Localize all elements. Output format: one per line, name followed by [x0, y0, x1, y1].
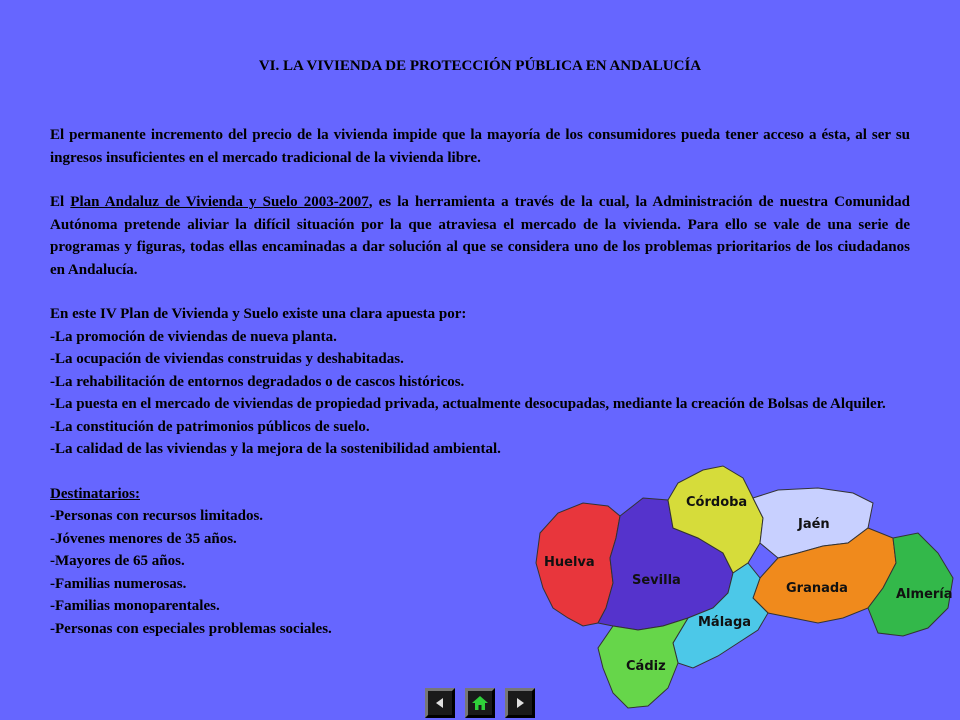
apuesta-item: -La constitución de patrimonios públicos de suelo. — [50, 418, 370, 435]
plan-suffix: , es la herramienta a través de la cual, la Administración de nuestra Comunidad Autónoma pretende aliviar la difícil situación por la que atraviesa el mercado de la vivienda. Para ello se vale de una serie de programas y figuras, todas ellas encaminadas a dar solución al que se considera uno de los problemas prioritarios de los ciudadanos en Andalucía. — [50, 194, 910, 278]
destinatarios-heading: Destinatarios: — [50, 485, 140, 502]
label-cadiz: Cádiz — [626, 659, 666, 674]
apuesta-item: -La puesta en el mercado de viviendas de propiedad privada, actualmente desocupadas, mediante la creación de Bolsas de Alquiler. — [50, 396, 886, 412]
apuesta-item: -La promoción de viviendas de nueva planta. — [50, 328, 337, 345]
label-cordoba: Córdoba — [686, 495, 748, 510]
destinatario-item: -Familias numerosas. — [50, 575, 187, 592]
next-arrow-icon — [513, 696, 527, 710]
label-huelva: Huelva — [544, 555, 595, 570]
apuesta-item: -La ocupación de viviendas construidas y deshabitadas. — [50, 351, 404, 367]
previous-arrow-icon — [433, 696, 447, 710]
previous-button[interactable] — [425, 688, 455, 718]
label-sevilla: Sevilla — [632, 573, 681, 588]
plan-prefix: El — [50, 194, 71, 210]
label-almeria: Almería — [896, 587, 953, 602]
home-button[interactable] — [465, 688, 495, 718]
destinatario-item: -Personas con recursos limitados. — [50, 508, 264, 524]
label-granada: Granada — [786, 581, 848, 596]
apuesta-item: -La rehabilitación de entornos degradados o de cascos históricos. — [50, 373, 465, 390]
destinatario-item: -Personas con especiales problemas sociales. — [50, 620, 332, 637]
next-button[interactable] — [505, 688, 535, 718]
andalucia-map — [528, 458, 960, 720]
plan-link[interactable]: Plan Andaluz de Vivienda y Suelo 2003-2007 — [70, 194, 369, 210]
label-malaga: Málaga — [698, 615, 752, 630]
apuesta-item: -La calidad de las viviendas y la mejora de la sostenibilidad ambiental. — [50, 441, 501, 457]
destinatario-item: -Jóvenes menores de 35 años. — [50, 530, 237, 547]
label-jaen: Jaén — [798, 517, 830, 532]
home-icon — [471, 694, 489, 712]
andalucia-map-svg — [528, 458, 960, 720]
navigation-bar — [425, 688, 535, 718]
intro-paragraph: El permanente incremento del precio de la vivienda impide que la mayoría de los consumidores pueda tener acceso a ésta, al ser su ingresos insuficientes en el mercado tradicional de la vivienda libre. — [50, 127, 910, 166]
destinatario-item: -Familias monoparentales. — [50, 598, 220, 614]
apuesta-intro: En este IV Plan de Vivienda y Suelo existe una clara apuesta por: — [50, 306, 467, 322]
destinatario-item: -Mayores de 65 años. — [50, 553, 185, 569]
page-title: VI. LA VIVIENDA DE PROTECCIÓN PÚBLICA EN ANDALUCÍA — [258, 58, 702, 74]
plan-paragraph — [50, 191, 910, 281]
